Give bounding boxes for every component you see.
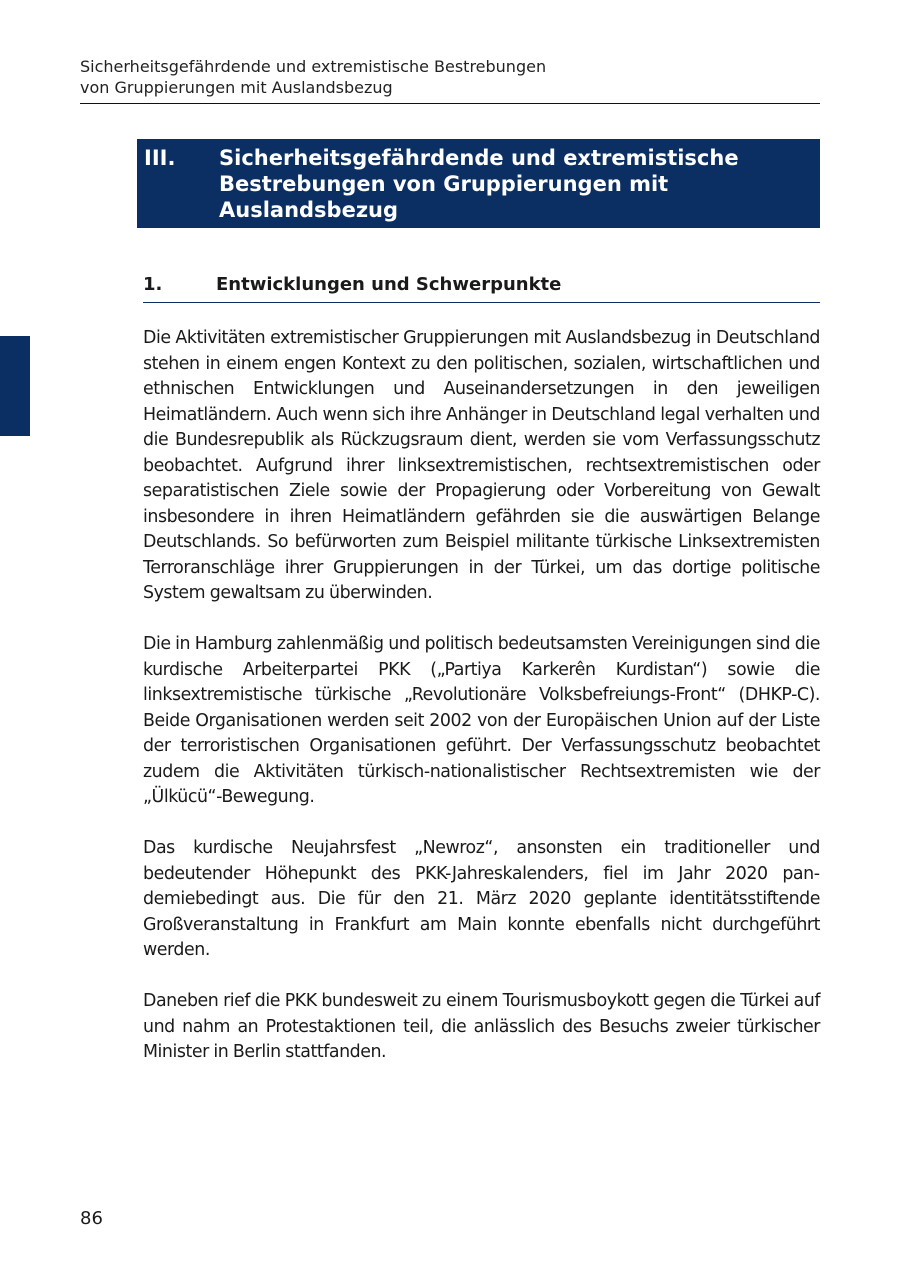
paragraph-4: Daneben rief die PKK bundesweit zu einem Tourismusboykott gegen die Türkei auf und nahm an Protestaktionen teil, die anlässlich des Besuchs zweier türkischer Minister in Berlin stattfanden. [143, 991, 820, 1062]
chapter-title-line-3: Auslandsbezug [219, 198, 399, 222]
body-text [143, 326, 820, 1091]
chapter-title-line-1: Sicherheitsgefährdende und extremistische [219, 146, 739, 170]
paragraph-2: Die in Hamburg zahlenmäßig und politisch bedeutsamsten Vereinigungen sind die kurdische Arbeiterpartei PKK („Partiya Karkerên Kurdistan“) sowie die linksextremistische türkische „Revolutionäre Volksbefreiungs-Front“ (DHKP-C). Beide Organisationen werden seit 2002 von der Europäischen Union auf der Liste der terroristischen Organisationen geführt. Der Verfassungsschutz beobachtet zudem die Aktivitäten türkisch-nationalistischer Rechtsextremisten wie der „Ülkücü“-Bewegung. [143, 634, 820, 807]
section-heading [143, 273, 820, 303]
chapter-side-tab [0, 336, 30, 436]
page-number: 86 [80, 1208, 103, 1229]
chapter-title [219, 145, 810, 228]
section-title: Entwicklungen und Schwerpunkte [216, 274, 562, 295]
section-number: 1. [143, 274, 163, 295]
chapter-number: III. [144, 146, 176, 170]
running-header [80, 56, 820, 104]
running-header-line-2: von Gruppierungen mit Auslandsbezug [80, 78, 393, 97]
chapter-banner [137, 139, 820, 228]
chapter-title-line-2: Bestrebungen von Gruppierungen mit [219, 172, 669, 196]
paragraph-1: Die Aktivitäten extremistischer Gruppierungen mit Auslandsbezug in Deutschland stehen in einem engen Kontext zu den politischen, sozialen, wirtschaftlichen und ethnischen Entwicklungen und Auseinandersetzungen in den jeweiligen Heimatländern. Auch wenn sich ihre Anhänger in Deutschland legal verhalten und die Bundesrepublik als Rückzugsraum dient, werden sie vom Verfassungsschutz beobachtet. Aufgrund ihrer linksextremistischen, rechtsextremistischen oder separatistischen Ziele sowie der Propagierung oder Vorbereitung von Gewalt insbesondere in ihren Heimatländern gefährden sie die auswärtigen Belange Deutschlands. So befürworten zum Beispiel militante türkische Linksextremisten Terroranschläge ihrer Gruppierungen in der Türkei, um das dortige politische System gewaltsam zu überwinden. [143, 328, 820, 603]
running-header-line-1: Sicherheitsgefährdende und extremistische Bestrebungen [80, 57, 547, 76]
paragraph-3: Das kurdische Neujahrsfest „Newroz“, ansonsten ein traditioneller und bedeutender Höhepunkt des PKK-Jahreskalenders, fiel im Jahr 2020 pandemiebedingt aus. Die für den 21. März 2020 geplante identitätsstiftende Großveranstaltung in Frankfurt am Main konnte ebenfalls nicht durchgeführt werden. [143, 838, 820, 960]
